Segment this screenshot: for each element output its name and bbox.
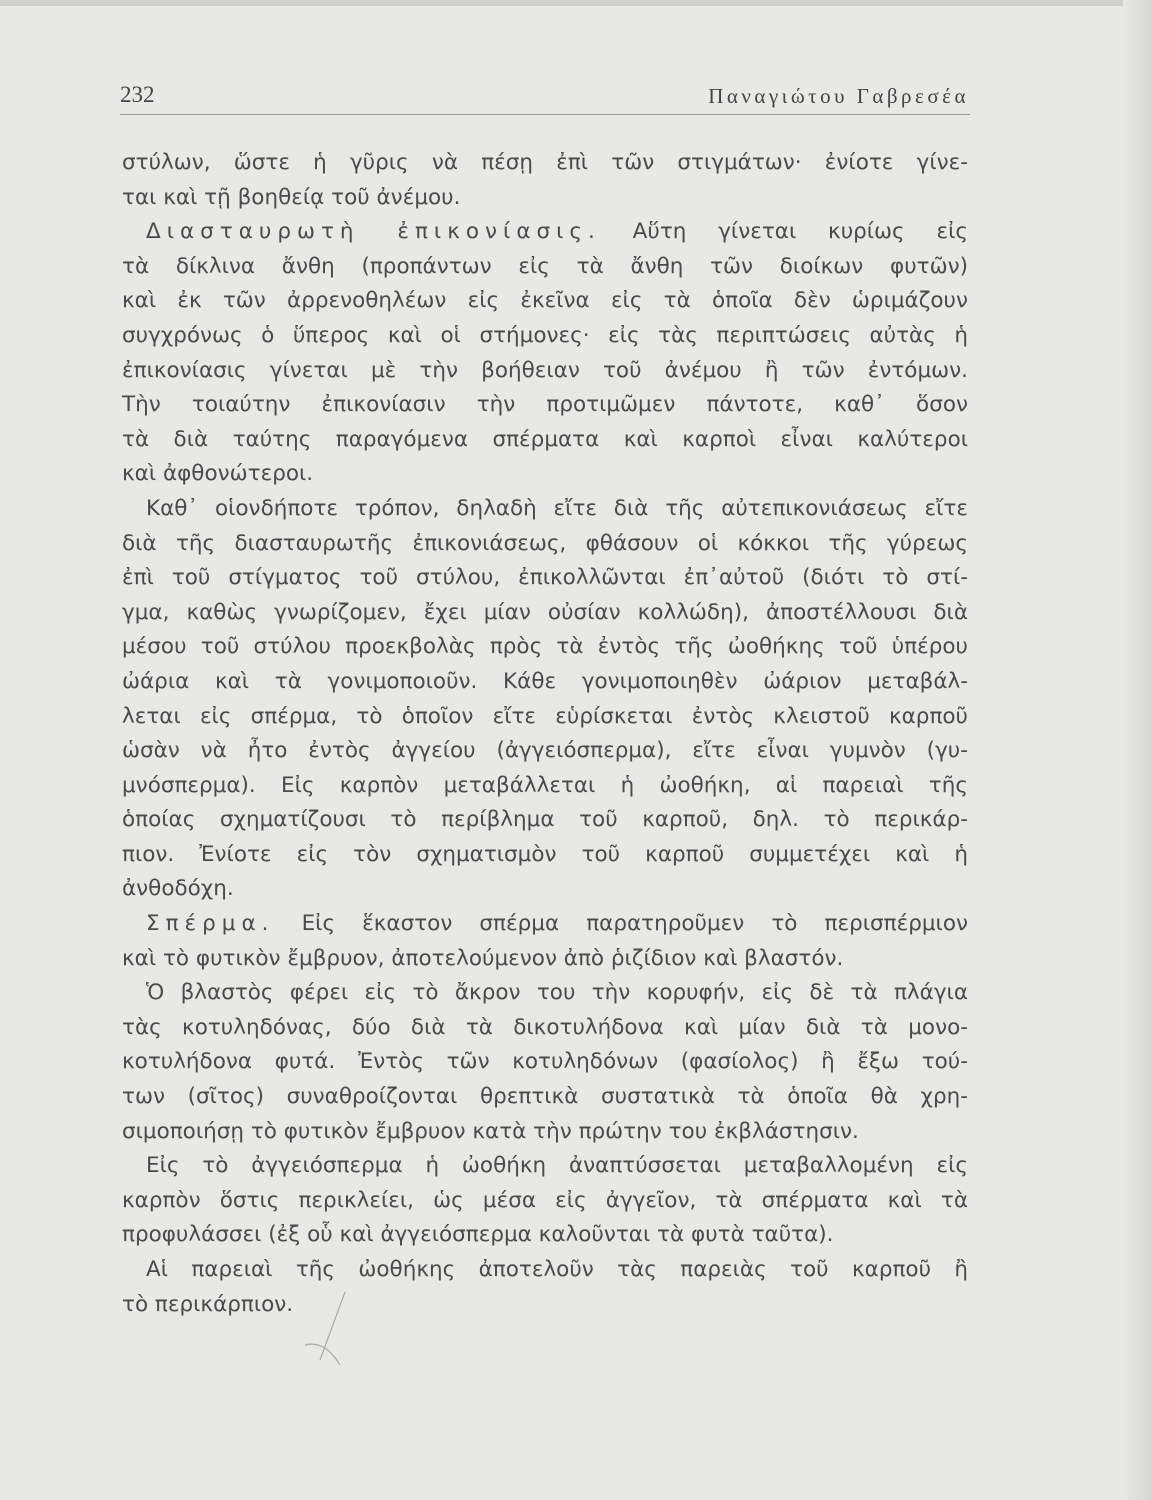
line-text: μνόσπερμα). Εἰς καρπὸν μεταβάλλεται ἡ ὠοθήκη, αἱ παρειαὶ τῆς bbox=[122, 772, 968, 798]
text-line bbox=[122, 388, 968, 423]
text-line bbox=[122, 354, 968, 389]
line-text: ὠάρια καὶ τὰ γονιμοποιοῦν. Κάθε γονιμοποιηθὲν ὠάριον μεταβάλ- bbox=[122, 668, 968, 694]
text-line bbox=[122, 838, 968, 873]
line-text: σιμοποιήσῃ τὸ φυτικὸν ἔμβρυον κατὰ τὴν πρώτην του ἐκβλάστησιν. bbox=[122, 1118, 859, 1144]
line-text: ἐπὶ τοῦ στίγματος τοῦ στύλου, ἐπικολλῶνται ἐπ᾽αὐτοῦ (διότι τὸ στί- bbox=[122, 565, 968, 591]
text-line bbox=[122, 596, 968, 631]
text-line bbox=[122, 1011, 968, 1046]
header-rule bbox=[120, 114, 970, 115]
line-text: Αἱ παρειαὶ τῆς ὠοθήκης ἀποτελοῦν τὰς παρειὰς τοῦ καρποῦ ἢ bbox=[146, 1257, 968, 1282]
text-line bbox=[122, 181, 968, 216]
line-text: καὶ ἀφθονώτεροι. bbox=[122, 461, 314, 487]
line-text: στύλων, ὥστε ἡ γῦρις νὰ πέσῃ ἐπὶ τῶν στιγμάτων· ἐνίοτε γίνε- bbox=[122, 150, 968, 175]
text-line bbox=[122, 907, 968, 942]
line-text: διὰ τῆς διασταυρωτῆς ἐπικονιάσεως, φθάσουν οἱ κόκκοι τῆς γύρεως bbox=[122, 530, 968, 556]
text-line bbox=[122, 215, 968, 250]
text-line bbox=[122, 423, 968, 458]
scan-top-edge bbox=[0, 0, 1151, 6]
line-text: των (σῖτος) συναθροίζονται θρεπτικὰ συστατικὰ τὰ ὁποῖα θὰ χρη- bbox=[122, 1084, 968, 1110]
line-text: Εἰς τὸ ἀγγειόσπερμα ἡ ὠοθήκη ἀναπτύσσεται μεταβαλλομένη εἰς bbox=[146, 1153, 968, 1179]
text-line bbox=[122, 734, 968, 769]
line-text: Αὕτη γίνεται κυρίως εἰς bbox=[632, 219, 969, 245]
line-text: λεται εἰς σπέρμα, τὸ ὁποῖον εἴτε εὑρίσκεται ἐντὸς κλειστοῦ καρποῦ bbox=[122, 703, 968, 729]
text-line bbox=[122, 1115, 968, 1150]
text-line bbox=[122, 665, 968, 700]
section-heading: Σπέρμα. bbox=[146, 911, 275, 937]
section-heading: Διασταυρωτὴ ἐπικονίασις. bbox=[146, 219, 601, 245]
line-text: καὶ ἐκ τῶν ἀρρενοθηλέων εἰς ἐκεῖνα εἰς τὰ ὁποῖα δὲν ὡριμάζουν bbox=[122, 288, 968, 314]
line-text: ὡσὰν νὰ ἦτο ἐντὸς ἀγγείου (ἀγγειόσπερμα), εἴτε εἶναι γυμνὸν (γυ- bbox=[122, 738, 968, 764]
text-line bbox=[122, 319, 968, 354]
line-text: ἐπικονίασις γίνεται μὲ τὴν βοήθειαν τοῦ ἀνέμου ἢ τῶν ἐντόμων. bbox=[122, 357, 968, 383]
page-body bbox=[122, 146, 968, 1322]
running-head: Παναγιώτου Γαβρεσέα bbox=[708, 84, 969, 108]
text-line bbox=[122, 803, 968, 838]
line-text: τὰς κοτυληδόνας, δύο διὰ τὰ δικοτυλήδονα καὶ μίαν διὰ τὰ μονο- bbox=[122, 1014, 968, 1040]
line-text: καρπὸν ὅστις περικλείει, ὡς μέσα εἰς ἀγγεῖον, τὰ σπέρματα καὶ τὰ bbox=[122, 1187, 968, 1213]
text-line bbox=[122, 872, 968, 907]
scan-page-edge bbox=[1123, 0, 1151, 1500]
line-text: καὶ τὸ φυτικὸν ἔμβρυον, ἀποτελούμενον ἀπὸ ῥιζίδιον καὶ βλαστόν. bbox=[122, 945, 844, 971]
line-text: τὰ δίκλινα ἄνθη (προπάντων εἰς τὰ ἄνθη τῶν διοίκων φυτῶν) bbox=[122, 253, 968, 279]
text-line bbox=[122, 1218, 968, 1253]
line-text: ἀνθοδόχη. bbox=[122, 876, 234, 902]
text-line bbox=[122, 942, 968, 977]
line-text: Εἰς ἕκαστον σπέρμα παρατηροῦμεν τὸ περισπέρμιον bbox=[301, 911, 968, 937]
text-line bbox=[122, 527, 968, 562]
line-text: προφυλάσσει (ἐξ οὗ καὶ ἀγγειόσπερμα καλοῦνται τὰ φυτὰ ταῦτα). bbox=[122, 1222, 834, 1248]
text-line bbox=[122, 976, 968, 1011]
text-line bbox=[122, 1149, 968, 1184]
line-text: Ὁ βλαστὸς φέρει εἰς τὸ ἄκρον του τὴν κορυφήν, εἰς δὲ τὰ πλάγια bbox=[146, 980, 968, 1006]
line-text: κοτυλήδονα φυτά. Ἐντὸς τῶν κοτυληδόνων (φασίολος) ἢ ἔξω τού- bbox=[122, 1049, 968, 1075]
text-line bbox=[122, 1288, 968, 1323]
text-line bbox=[122, 700, 968, 735]
text-line bbox=[122, 630, 968, 665]
line-text: μέσου τοῦ στύλου προεκβολὰς πρὸς τὰ ἐντὸς τῆς ὠοθήκης τοῦ ὑπέρου bbox=[122, 634, 968, 660]
text-line bbox=[122, 1045, 968, 1080]
line-text: πιον. Ἐνίοτε εἰς τὸν σχηματισμὸν τοῦ καρποῦ συμμετέχει καὶ ἡ bbox=[122, 841, 968, 867]
line-text: Καθ᾽ οἱονδήποτε τρόπον, δηλαδὴ εἴτε διὰ τῆς αὐτεπικονιάσεως εἴτε bbox=[146, 495, 968, 521]
text-line bbox=[122, 146, 968, 181]
line-text: ὁποίας σχηματίζουσι τὸ περίβλημα τοῦ καρποῦ, δηλ. τὸ περικάρ- bbox=[122, 807, 968, 833]
pen-mark bbox=[300, 1290, 360, 1380]
line-text: ται καὶ τῇ βοηθείᾳ τοῦ ἀνέμου. bbox=[122, 184, 461, 210]
line-text: συγχρόνως ὁ ὕπερος καὶ οἱ στήμονες· εἰς τὰς περιπτώσεις αὐτὰς ἡ bbox=[122, 322, 968, 348]
text-line bbox=[122, 492, 968, 527]
line-text: Τὴν τοιαύτην ἐπικονίασιν τὴν προτιμῶμεν πάντοτε, καθ᾽ ὅσον bbox=[122, 392, 968, 418]
line-text: γμα, καθὼς γνωρίζομεν, ἔχει μίαν οὐσίαν κολλώδη), ἀποστέλλουσι διὰ bbox=[122, 599, 968, 625]
line-text: τὸ περικάρπιον. bbox=[122, 1291, 294, 1317]
text-line bbox=[122, 1184, 968, 1219]
text-line bbox=[122, 561, 968, 596]
text-line bbox=[122, 250, 968, 285]
text-line bbox=[122, 769, 968, 804]
page-number: 232 bbox=[120, 82, 155, 107]
text-line bbox=[122, 284, 968, 319]
line-text: τὰ διὰ ταύτης παραγόμενα σπέρματα καὶ καρποὶ εἶναι καλύτεροι bbox=[122, 426, 968, 452]
text-line bbox=[122, 1080, 968, 1115]
text-line bbox=[122, 457, 968, 492]
text-line bbox=[122, 1253, 968, 1288]
